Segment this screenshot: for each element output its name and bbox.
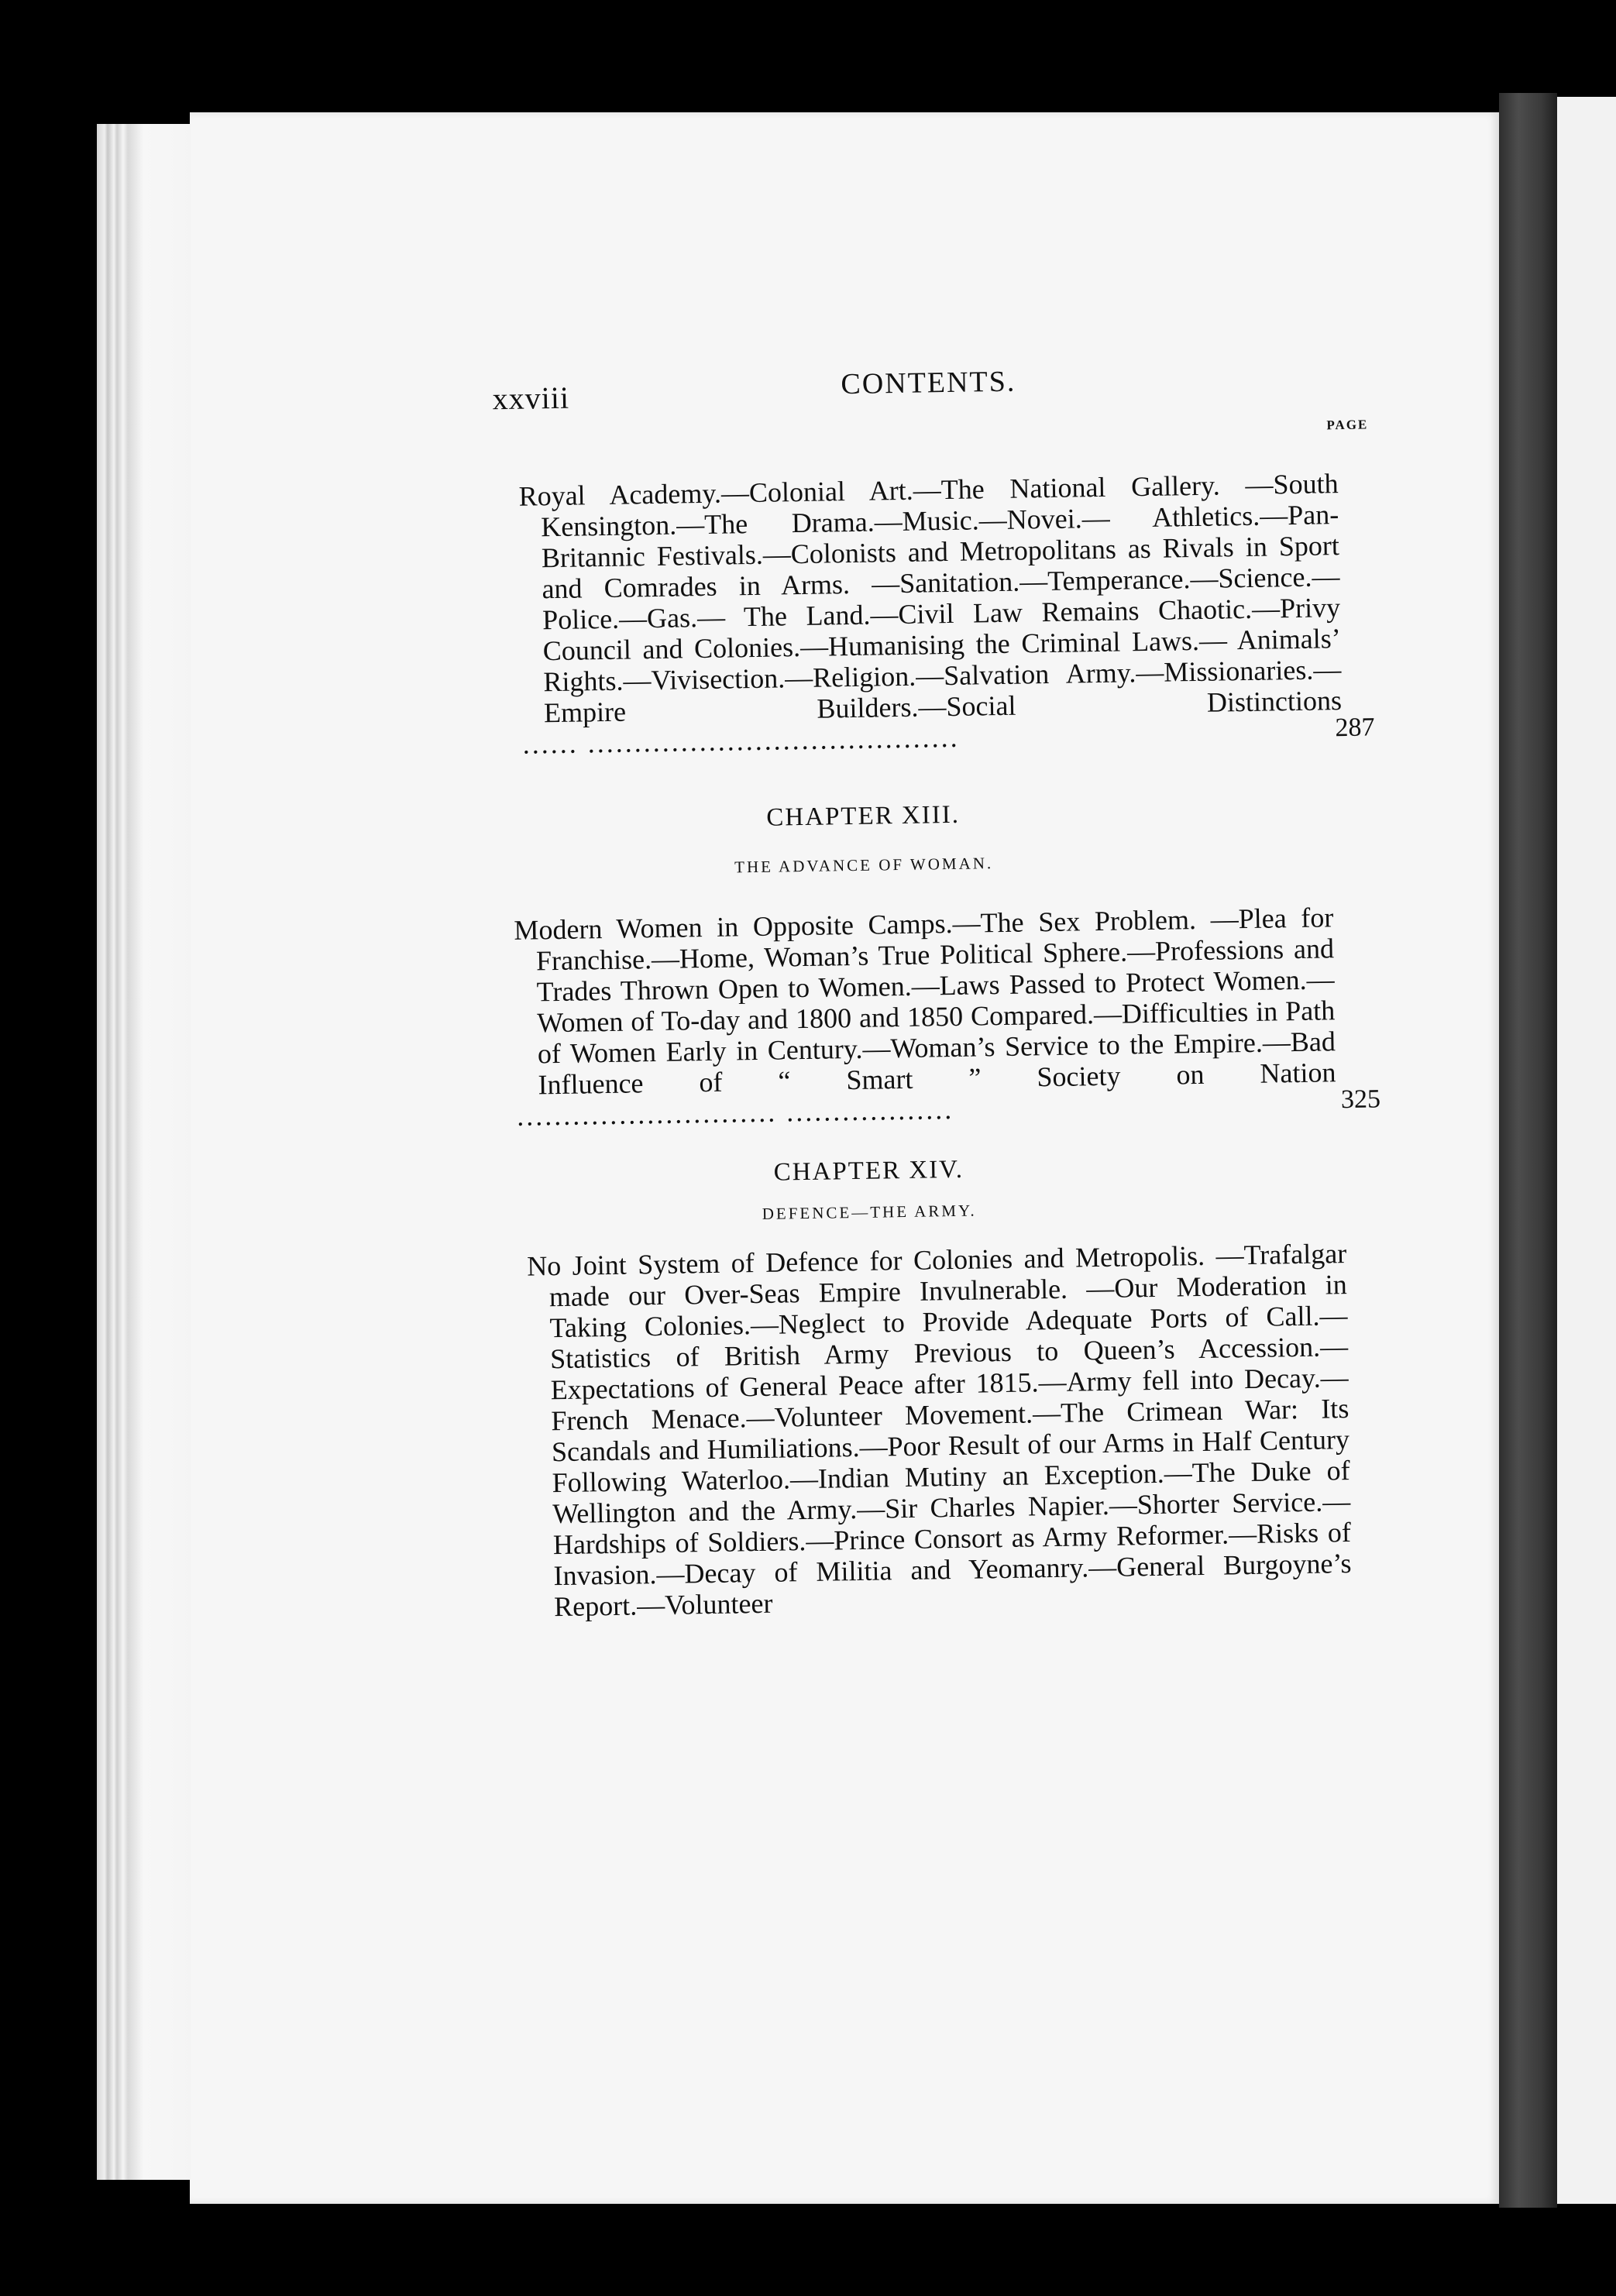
contents-entry: [481, 901, 1402, 1133]
facing-page-edge: [1557, 97, 1616, 2204]
entry-page-number: 325: [1340, 1084, 1381, 1115]
page-content: [306, 351, 1410, 1626]
chapter-subtitle: DEFENCE—THE ARMY.: [762, 1201, 977, 1223]
contents-entry: [486, 467, 1397, 760]
contents-entry: [494, 1237, 1410, 1623]
chapter-heading: CHAPTER XIII.: [766, 800, 961, 832]
entry-text: [486, 468, 1343, 760]
page-stack-edge: [97, 124, 198, 2180]
entry-description: Modern Women in Opposite Camps.—The Sex Problem. —Plea for Franchise.—Home, Woman’s True Political Sphere.—Professions and Trades Thrown Open to Women.—Laws Passed to Protect Women.—Women of To-day and 1800 and 1850 Compared.—Difficulties in Path of Women Early in Century.—Woman’s Service to the Empire.—Bad Influence of “ Smart ” Society on Nation: [514, 902, 1336, 1101]
chapter-heading: CHAPTER XIV.: [773, 1155, 964, 1187]
entry-page-number: 287: [1335, 713, 1375, 743]
book-spine-shadow: [1499, 93, 1557, 2208]
page-column-label: PAGE: [1326, 417, 1369, 433]
dot-leader: ............................ ..................: [516, 1093, 954, 1132]
entry-text: [481, 902, 1336, 1132]
chapter-subtitle: THE ADVANCE OF WOMAN.: [734, 854, 994, 877]
page-number: xxviii: [492, 380, 570, 417]
dot-leader: ...... ........................................: [522, 721, 960, 760]
entry-description: Royal Academy.—Colonial Art.—The National Gallery. —South Kensington.—The Drama.—Music.—Novei.— Athletics.—Pan-Britannic Festivals.—Colonists and Metropolitans as Rivals in Sport and Comrades in Arms. —Sanitation.—Temperance.—Science.—Police.—Gas.— The Land.—Civil Law Remains Chaotic.—Privy Council and Colonies.—Humanising the Criminal Laws.— Animals’ Rights.—Vivisection.—Religion.—Salvation Army.—Missionaries.—Empire Builders.—Social Distinctions: [518, 468, 1343, 729]
entry-text: [494, 1238, 1352, 1623]
page-title: CONTENTS.: [841, 365, 1016, 401]
entry-description: No Joint System of Defence for Colonies and Metropolis. —Trafalgar made our Over-Seas Empire Invulnerable. —Our Moderation in Taking Colonies.—Neglect to Provide Adequate Ports of Call.—Statistics of British Army Previous to Queen’s Accession.—Expectations of General Peace after 1815.—Army fell into Decay.— French Menace.—Volunteer Movement.—The Crimean War: Its Scandals and Humiliations.—Poor Result of our Arms in Half Century Following Waterloo.—Indian Mutiny an Exception.—The Duke of Wellington and the Army.—Sir Charles Napier.—Shorter Service.— Hardships of Soldiers.—Prince Consort as Army Reformer.—Risks of Invasion.—Decay of Militia and Yeomanry.—General Burgoyne’s Report.—Volunteer: [526, 1238, 1352, 1623]
